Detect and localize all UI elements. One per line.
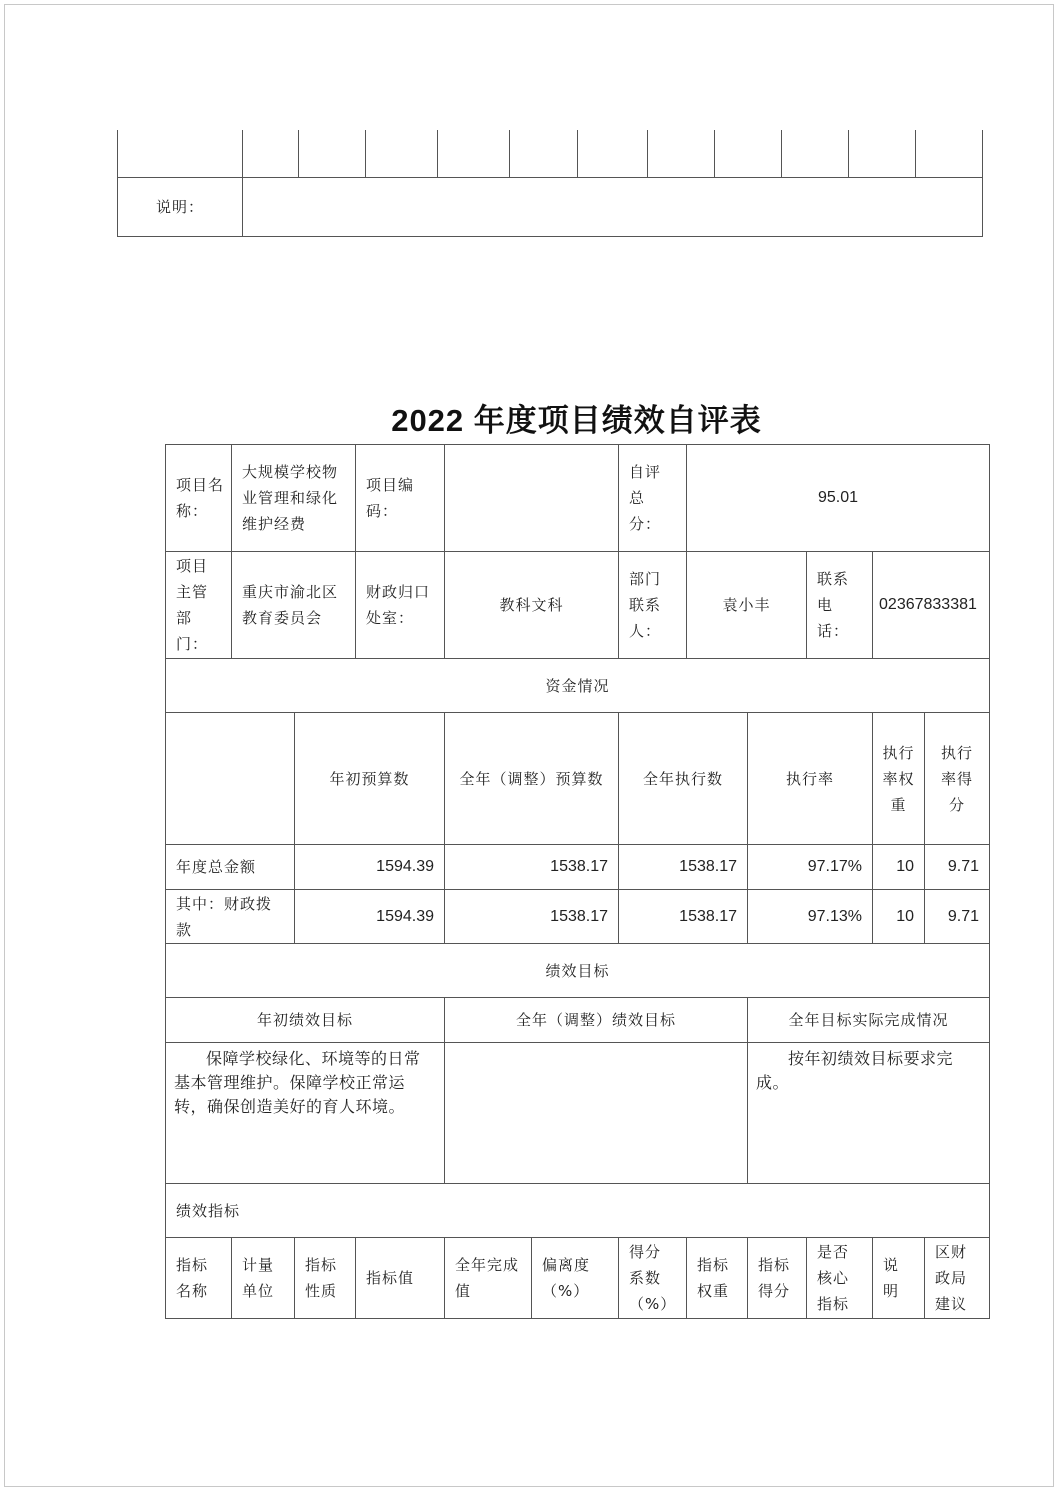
actual-completion-text: 按年初绩效目标要求完成。 — [748, 1043, 990, 1184]
self-score-value: 95.01 — [687, 445, 990, 552]
project-name-value: 大规模学校物业管理和绿化维护经费 — [232, 445, 356, 552]
indicator-col-value: 指标值 — [356, 1238, 445, 1319]
phone-label: 联系电话： — [807, 552, 873, 659]
funds-row-score: 9.71 — [925, 890, 990, 944]
actual-completion-header: 全年目标实际完成情况 — [748, 998, 990, 1043]
note-value — [243, 177, 983, 236]
initial-goal-text: 保障学校绿化、环境等的日常基本管理维护。保障学校正常运转，确保创造美好的育人环境。 — [166, 1043, 445, 1184]
project-code-label: 项目编码： — [356, 445, 445, 552]
funds-row-executed: 1538.17 — [619, 890, 748, 944]
finance-office-value: 教科文科 — [445, 552, 619, 659]
funds-row-label: 其中：财政拨款 — [166, 890, 295, 944]
contact-label: 部门联系人： — [619, 552, 687, 659]
funds-col-weight: 执行率权重 — [873, 713, 925, 845]
indicator-col-note: 说明 — [873, 1238, 925, 1319]
funds-row-initial: 1594.39 — [295, 845, 445, 890]
previous-table-row — [118, 130, 983, 177]
indicator-col-deviation: 偏离度（%） — [532, 1238, 619, 1319]
indicator-col-unit: 计量单位 — [232, 1238, 295, 1319]
funds-row-weight: 10 — [873, 845, 925, 890]
indicators-header-row — [166, 1238, 990, 1319]
indicator-col-coefficient: 得分系数（%） — [619, 1238, 687, 1319]
indicator-col-bureau: 区财政局建议 — [925, 1238, 990, 1319]
indicator-col-score: 指标得分 — [748, 1238, 807, 1319]
funds-row-score: 9.71 — [925, 845, 990, 890]
funds-row-adjusted: 1538.17 — [445, 890, 619, 944]
self-score-label: 自评总分： — [619, 445, 687, 552]
funds-row-executed: 1538.17 — [619, 845, 748, 890]
funds-row-rate: 97.13% — [748, 890, 873, 944]
funds-row-weight: 10 — [873, 890, 925, 944]
page-title: 2022 年度项目绩效自评表 — [391, 403, 762, 438]
funds-col-score: 执行率得分 — [925, 713, 990, 845]
funds-section-label: 资金情况 — [166, 659, 990, 713]
indicator-col-weight: 指标权重 — [687, 1238, 748, 1319]
phone-value: 02367833381 — [873, 552, 990, 659]
funds-col-0 — [166, 713, 295, 845]
finance-office-label: 财政归口处室： — [356, 552, 445, 659]
dept-value: 重庆市渝北区教育委员会 — [232, 552, 356, 659]
funds-col-initial: 年初预算数 — [295, 713, 445, 845]
note-label: 说明： — [118, 177, 243, 236]
indicator-col-nature: 指标性质 — [295, 1238, 356, 1319]
indicator-col-completed: 全年完成值 — [445, 1238, 532, 1319]
project-name-label: 项目名称： — [166, 445, 232, 552]
adjusted-goal-header: 全年（调整）绩效目标 — [445, 998, 748, 1043]
funds-row-rate: 97.17% — [748, 845, 873, 890]
initial-goal-header: 年初绩效目标 — [166, 998, 445, 1043]
funds-header-row — [166, 713, 990, 845]
adjusted-goal-text — [445, 1043, 748, 1184]
funds-row — [166, 845, 990, 890]
goals-section-label: 绩效目标 — [166, 944, 990, 998]
funds-col-adjusted: 全年（调整）预算数 — [445, 713, 619, 845]
project-code-value — [445, 445, 619, 552]
funds-col-executed: 全年执行数 — [619, 713, 748, 845]
indicator-col-core: 是否核心指标 — [807, 1238, 873, 1319]
contact-value: 袁小丰 — [687, 552, 807, 659]
funds-row-initial: 1594.39 — [295, 890, 445, 944]
indicators-section-label: 绩效指标 — [166, 1184, 990, 1238]
funds-col-rate: 执行率 — [748, 713, 873, 845]
funds-row — [166, 890, 990, 944]
dept-label: 项目主管部门： — [166, 552, 232, 659]
funds-row-adjusted: 1538.17 — [445, 845, 619, 890]
funds-row-label: 年度总金额 — [166, 845, 295, 890]
evaluation-table — [165, 444, 990, 1319]
previous-table — [117, 130, 983, 237]
indicator-col-name: 指标名称 — [166, 1238, 232, 1319]
